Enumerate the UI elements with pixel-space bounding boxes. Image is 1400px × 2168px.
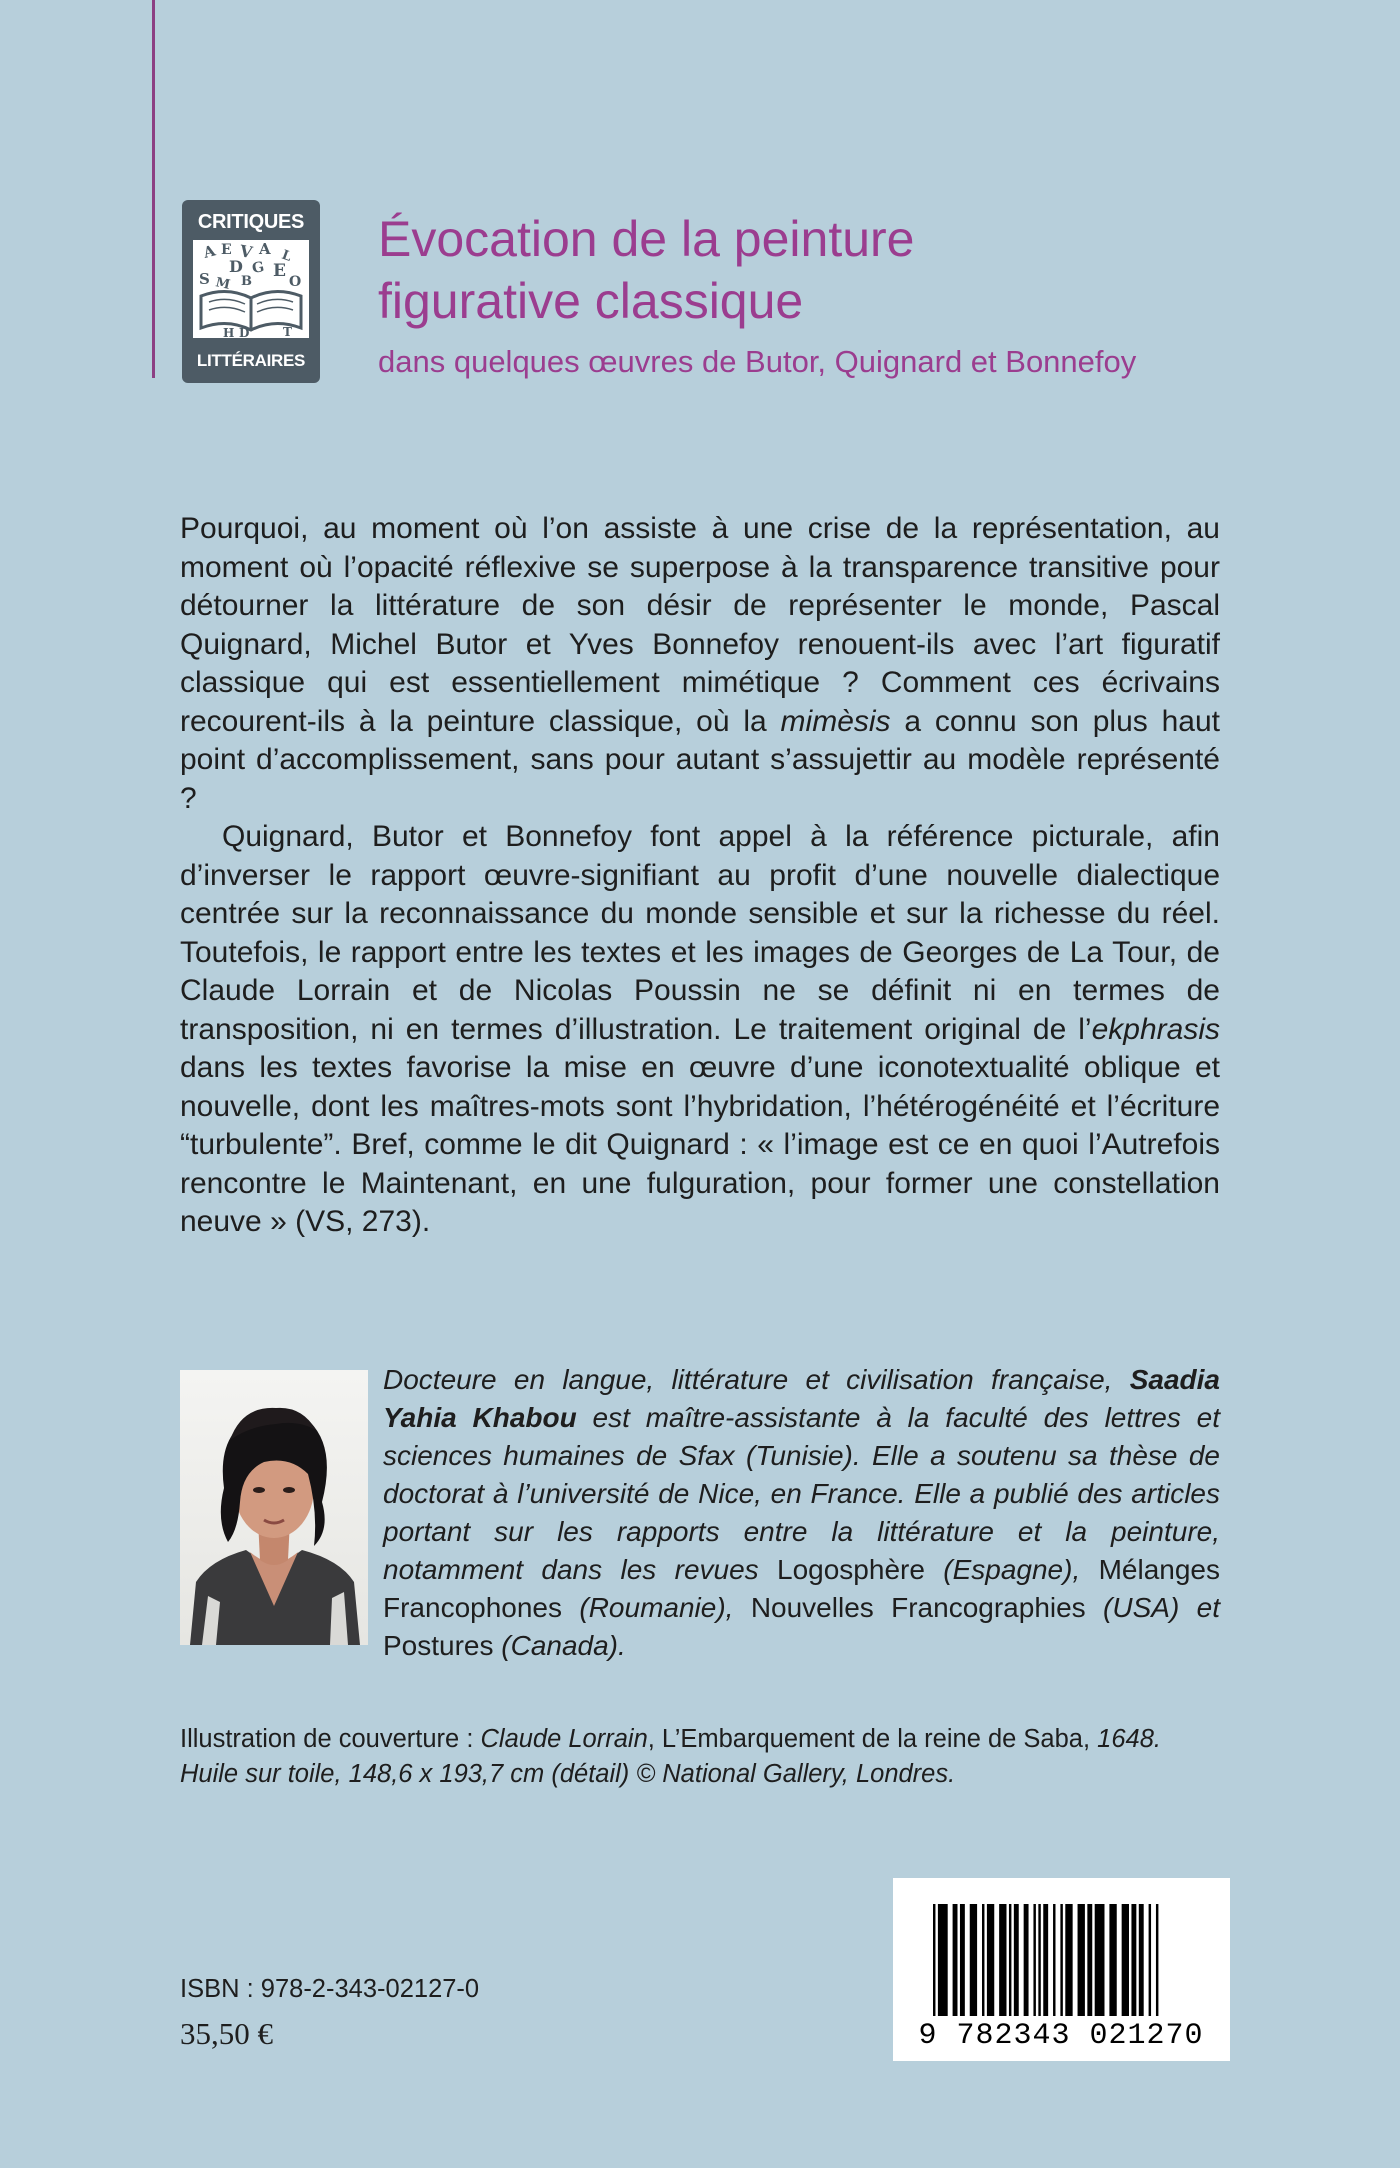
svg-text:E: E — [221, 242, 232, 258]
barcode — [893, 1878, 1230, 2061]
svg-text:D: D — [229, 257, 243, 276]
credit-label: Illustration de couverture : — [180, 1725, 481, 1753]
barcode-graphic — [893, 1878, 1230, 2061]
svg-text:D: D — [239, 326, 250, 338]
summary-p2-text-b: dans les textes favorise la mise en œuvre d’une iconotextualité oblique et nouvelle, dont les maîtres-mots sont l’hybridation, l’hétérogénéité et l’écriture “turbulente”. Bref, comme le dit Quignard : « l’image est ce en quoi l’Autrefois rencontre le Maintenant, en une fulguration, pour former une constellation neuve » (VS, 273). — [180, 1051, 1220, 1238]
series-logo-line2: LITTÉRAIRES — [196, 351, 306, 370]
journal-3: Nouvelles Francographies — [750, 1592, 1086, 1623]
svg-text:T: T — [283, 325, 292, 338]
barcode-bar — [1156, 1904, 1158, 2016]
barcode-bar — [1060, 1904, 1062, 2016]
journal-1-country: (Espagne), — [924, 1554, 1099, 1585]
barcode-bar — [960, 1904, 965, 2016]
author-bio — [383, 1361, 1220, 1665]
svg-text:A: A — [201, 241, 218, 262]
credit-year: 1648. — [1097, 1725, 1161, 1753]
barcode-bar — [1014, 1904, 1019, 2016]
barcode-bar — [953, 1904, 958, 2016]
summary-p1-text-a: Pourquoi, au moment où l’on assiste à une crise de la représentation, au moment où l’opacité réflexive se superpose à la transparence transitive pour détourner la littérature de son désir de représenter le monde, Pascal Quignard, Michel Butor et Yves Bonnefoy renouent-ils avec l’art figuratif classique qui est essentiellement mimétique ? Comment ces écrivains recourent-ils à la peinture classique, où la — [180, 512, 1220, 738]
svg-text:B: B — [241, 274, 252, 289]
barcode-bar — [1109, 1904, 1116, 2016]
barcode-bar — [1095, 1904, 1105, 2016]
journal-2: Mélanges Francophones — [383, 1554, 1220, 1623]
barcode-bar — [1122, 1904, 1129, 2016]
barcode-bar — [1038, 1904, 1040, 2016]
journal-1: Logosphère — [777, 1554, 925, 1585]
title-subtitle: dans quelques œuvres de Butor, Quignard et Bonnefoy — [378, 344, 1137, 379]
svg-text:A: A — [259, 240, 271, 258]
barcode-bar — [1024, 1904, 1029, 2016]
barcode-bar — [1033, 1904, 1035, 2016]
svg-text:O: O — [289, 274, 302, 290]
barcode-bar — [1131, 1904, 1136, 2016]
title-line-2: figurative classique — [378, 273, 804, 329]
svg-text:H: H — [223, 326, 235, 338]
barcode-bar — [1053, 1904, 1055, 2016]
price: 35,50 € — [180, 2016, 273, 2051]
summary-text — [180, 510, 1220, 1242]
summary-p2-text-a: Quignard, Butor et Bonnefoy font appel à la référence picturale, afin d’inverser le rapport œuvre-signifiant au profit d’une nouvelle dialectique centrée sur la reconnaissance du monde sensible et sur la richesse du réel. Toutefois, le rapport entre les textes et les images de Georges de La Tour, de Claude Lorrain et de Nicolas Poussin ne se définit ni en termes de transposition, ni en termes d’illustration. Le traitement original de l’ — [180, 820, 1220, 1046]
summary-paragraph-2 — [180, 818, 1220, 1242]
journal-4-country: (Canada). — [493, 1630, 626, 1661]
barcode-bar — [999, 1904, 1006, 2016]
credit-work: , L’Embarquement de la reine de Saba, — [647, 1725, 1098, 1753]
barcode-bar — [1078, 1904, 1085, 2016]
barcode-bar — [1087, 1904, 1092, 2016]
journal-3-country: (USA) et — [1085, 1592, 1220, 1623]
barcode-bar — [1139, 1904, 1144, 2016]
barcode-digits: 9 782343 021270 — [918, 2019, 1204, 2053]
series-logo-line1: CRITIQUES — [197, 211, 305, 233]
barcode-bar — [933, 1904, 935, 2016]
book-title — [378, 208, 1136, 382]
summary-paragraph-1 — [180, 510, 1220, 818]
svg-text:G: G — [250, 259, 266, 277]
series-logo — [182, 200, 320, 383]
journal-2-country: (Roumanie), — [562, 1592, 751, 1623]
svg-text:E: E — [273, 261, 286, 281]
book-icon — [193, 240, 309, 338]
svg-text:M: M — [214, 275, 232, 293]
barcode-bar — [1065, 1904, 1072, 2016]
barcode-bar — [987, 1904, 994, 2016]
author-name: Saadia Yahia Khabou — [383, 1364, 1220, 1433]
isbn: ISBN : 978-2-343-02127-0 — [180, 1975, 480, 2003]
barcode-bar — [982, 1904, 984, 2016]
barcode-bar — [1009, 1904, 1011, 2016]
credit-painter: Claude Lorrain — [480, 1725, 648, 1753]
author-portrait — [180, 1370, 368, 1645]
title-line-1: Évocation de la peinture — [378, 211, 915, 267]
credit-medium: Huile sur toile, 148,6 x 193,7 cm (détail) © National Gallery, Londres. — [180, 1760, 956, 1788]
barcode-bar — [1149, 1904, 1151, 2016]
barcode-bar — [1043, 1904, 1048, 2016]
bio-text-2: est maître-assistante à la faculté des lettres et sciences humaines de Sfax (Tunisie). Elle a soutenu sa thèse de doctorat à l’université de Nice, en France. Elle a publié des articles portant sur les rapports entre la littérature et la peinture, notamment dans les revues — [383, 1402, 1220, 1585]
barcode-bar — [970, 1904, 977, 2016]
svg-text:S: S — [199, 270, 210, 288]
bio-text-1: Docteure en langue, littérature et civilisation française, — [383, 1364, 1130, 1395]
cover-illustration-credit — [180, 1722, 1280, 1792]
summary-p1-text-b: a connu son plus haut point d’accomplissement, sans pour autant s’assujettir au modèle représenté ? — [180, 704, 1220, 815]
svg-text:L: L — [279, 247, 294, 265]
journal-4: Postures — [383, 1630, 494, 1661]
credit-line-1 — [180, 1722, 1280, 1757]
barcode-bar — [938, 1904, 948, 2016]
summary-p1-emphasis: mimèsis — [780, 704, 891, 738]
svg-text:V: V — [238, 241, 254, 263]
credit-line-2 — [180, 1757, 1280, 1792]
decorative-vertical-rule — [152, 0, 155, 378]
summary-p2-emphasis: ekphrasis — [1091, 1012, 1220, 1046]
